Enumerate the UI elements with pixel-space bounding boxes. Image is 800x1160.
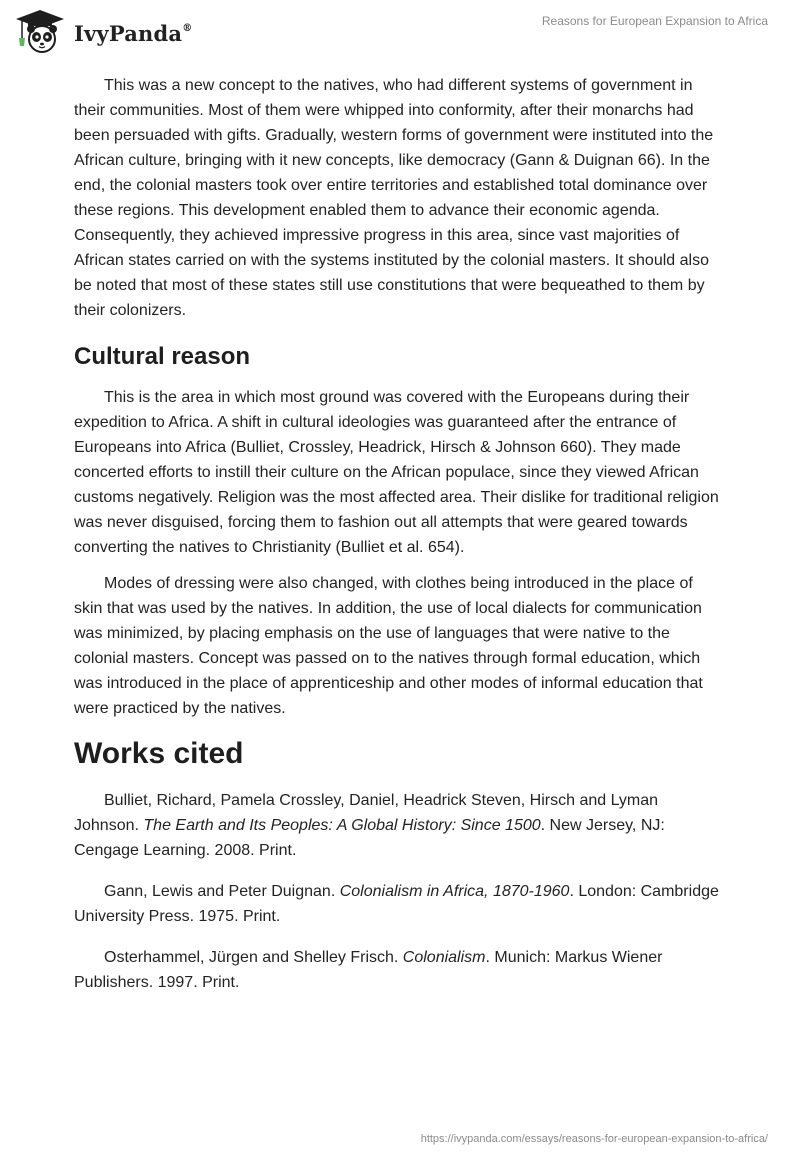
page-header (0, 0, 800, 70)
citation: Bulliet, Richard, Pamela Crossley, Daniel, Headrick Steven, Hirsch and Lyman Johnson. The Earth and Its Peoples: A Global History: Since 1500. New Jersey, NJ: Cengage Learning. 2008. Print. (74, 792, 665, 859)
document-title: Reasons for European Expansion to Africa (541, 14, 768, 28)
citation-title: Colonialism (402, 949, 486, 966)
brand-name: IvyPanda® (74, 20, 193, 46)
ivypanda-logo[interactable] (14, 8, 192, 54)
citation-title: The Earth and Its Peoples: A Global History: Since 1500 (143, 817, 541, 834)
section-heading-cultural-reason: Cultural reason (74, 343, 251, 370)
essay-content (74, 73, 724, 995)
panda-graduate-icon (14, 8, 66, 54)
source-url[interactable]: https://ivypanda.com/essays/reasons-for-european-expansion-to-africa/ (420, 1133, 768, 1145)
works-cited-heading: Works cited (74, 737, 244, 770)
paragraph: This was a new concept to the natives, who had different systems of government in their communities. Most of them were whipped into conformity, after their monarchs had been persuaded with gifts. Gradually, western forms of government were instituted into the African culture, bringing with it new concepts, like democracy (Gann & Duignan 66). In the end, the colonial masters took over entire territories and established total dominance over these regions. This development enabled them to advance their economic agenda. Consequently, they achieved impressive progress in this area, since vast majorities of African states carried on with the systems instituted by the colonial masters. It should also be noted that most of these states still use constitutions that were bequeathed to them by their colonizers. (74, 77, 714, 319)
works-cited-list (74, 788, 724, 995)
citation: Gann, Lewis and Peter Duignan. Colonialism in Africa, 1870-1960. London: Cambridge University Press. 1975. Print. (74, 883, 719, 925)
citation: Osterhammel, Jürgen and Shelley Frisch. Colonialism. Munich: Markus Wiener Publishers. 1997. Print. (74, 949, 663, 991)
paragraph: This is the area in which most ground was covered with the Europeans during their expedition to Africa. A shift in cultural ideologies was guaranteed after the entrance of Europeans into Africa (Bulliet, Crossley, Headrick, Hirsch & Johnson 660). They made concerted efforts to instill their culture on the African populace, since they viewed African customs negatively. Religion was the most affected area. Their dislike for traditional religion was never disguised, forcing them to fashion out all attempts that were geared towards converting the natives to Christianity (Bulliet et al. 654). (74, 389, 719, 556)
paragraph: Modes of dressing were also changed, with clothes being introduced in the place of skin that was used by the natives. In addition, the use of local dialects for communication was minimized, by placing emphasis on the use of languages that were native to the colonial masters. Concept was passed on to the natives through formal education, which was introduced in the place of apprenticeship and other modes of informal education that were practiced by the natives. (74, 575, 703, 717)
citation-title: Colonialism in Africa, 1870-1960 (339, 883, 570, 900)
